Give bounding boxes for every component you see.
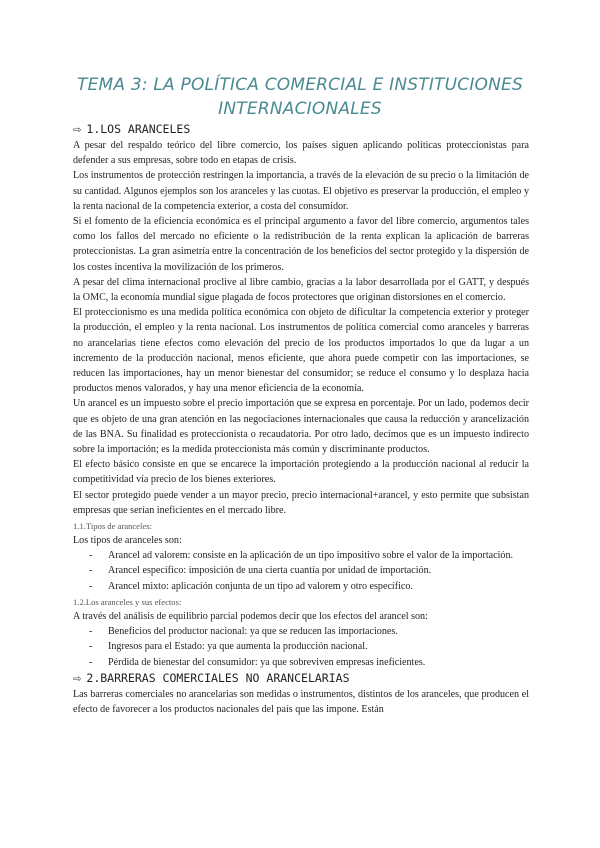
paragraph: El proteccionismo es una medida política económica con objeto de dificultar la competencia exterior y proteger la producción, el empleo y la renta nacional. Los instrumentos de política comercial como aranceles y barreras no arancelarias tiene efectos como elevación del precio de los productos importados lo que da lugar a un incremento de la producción nacional, menos eficiente, que ahora puede competir con las importaciones, se reducen las importaciones, hay un menor bienestar del consumidor; se reduce el consumo y lo desplaza hacia productos menos valorados, y hay una menor eficiencia de la economía.: [73, 307, 529, 395]
paragraph: El sector protegido puede vender a un mayor precio, precio internacional+arancel, y esto permite que subsistan empresas que serían ineficientes en el mercado libre.: [73, 489, 529, 516]
arrow-icon: ⇨: [73, 125, 82, 136]
section-2-heading: [73, 670, 529, 687]
list-item: - Arancel específico: imposición de una cierta cuantía por unidad de importación.: [108, 563, 529, 578]
list-item: - Arancel ad valorem: consiste en la aplicación de un tipo impositivo sobre el valor de la importación.: [108, 548, 529, 563]
list-item: - Arancel mixto: aplicación conjunta de un tipo ad valorem y otro específico.: [108, 579, 529, 594]
paragraph: Un arancel es un impuesto sobre el precio importación que se expresa en porcentaje. Por un lado, podemos decir que es objeto de una gran atención en las negociaciones internacionales que causa la reducción y arancelización de las BNA. Su finalidad es proteccionista o recaudatoria. Por otro lado, decimos que es un impuesto indirecto sobre la importación; es la medida proteccionista más común y discriminante productos.: [73, 398, 529, 456]
paragraph: Los tipos de aranceles son:: [73, 535, 182, 547]
subsection-1-1-heading: 1.1.Tipos de aranceles:: [73, 521, 152, 532]
document-body: [73, 121, 529, 717]
list-item: - Pérdida de bienestar del consumidor: ya que sobreviven empresas ineficientes.: [108, 655, 529, 670]
tariff-effects-list: [73, 624, 529, 670]
tariff-types-list: [73, 548, 529, 594]
paragraph: A través del análisis de equilibrio parcial podemos decir que los efectos del arancel son:: [73, 610, 428, 622]
section-2-heading-text: 2.BARRERAS COMERCIALES NO ARANCELARIAS: [86, 670, 350, 685]
paragraph: El efecto básico consiste en que se encarece la importación protegiendo a la producción nacional al reducir la competitividad vía precio de los bienes exteriores.: [73, 459, 529, 486]
subsection-1-2-heading: 1.2.Los aranceles y sus efectos:: [73, 596, 182, 607]
paragraph: A pesar del respaldo teórico del libre comercio, los países siguen aplicando políticas proteccionistas para defender a sus empresas, sobre todo en etapas de crisis.: [73, 140, 529, 167]
document-title-line-2: INTERNACIONALES: [218, 99, 382, 119]
document-title-line-1: TEMA 3: LA POLÍTICA COMERCIAL E INSTITUCIONES: [77, 75, 523, 95]
section-1-heading: [73, 121, 529, 138]
list-item: - Beneficios del productor nacional: ya que se reducen las importaciones.: [108, 624, 529, 639]
paragraph: Los instrumentos de protección restringen la importancia, a través de la elevación de su precio o la limitación de su cantidad. Algunos ejemplos son los aranceles y las cuotas. El objetivo es preservar la producción, el empleo y la renta nacional de la competencia exterior, a costa del consumidor.: [73, 170, 529, 212]
list-item: - Ingresos para el Estado: ya que aumenta la producción nacional.: [108, 639, 529, 654]
section-1-heading-text: 1.LOS ARANCELES: [86, 122, 191, 136]
arrow-icon: ⇨: [73, 673, 82, 685]
paragraph: Si el fomento de la eficiencia económica es el principal argumento a favor del libre comercio, argumentos tales como los fallos del mercado no eficiente o la redistribución de la renta explican la aplicación de barreras proteccionistas. La gran asimetría entre la concentración de los beneficios del sector protegido y la dispersión de los costes incentiva la movilización de los primeros.: [73, 216, 529, 273]
paragraph: Las barreras comerciales no arancelarias son medidas o instrumentos, distintos de los aranceles, que producen el efecto de favorecer a los productos nacionales del país que las impone. Están: [73, 688, 529, 715]
paragraph: A pesar del clima internacional proclive al libre cambio, gracias a la labor desarrollada por el GATT, y después la OMC, la economía mundial sigue plagada de focos protectores que originan distorsiones en el comercio.: [73, 276, 529, 304]
